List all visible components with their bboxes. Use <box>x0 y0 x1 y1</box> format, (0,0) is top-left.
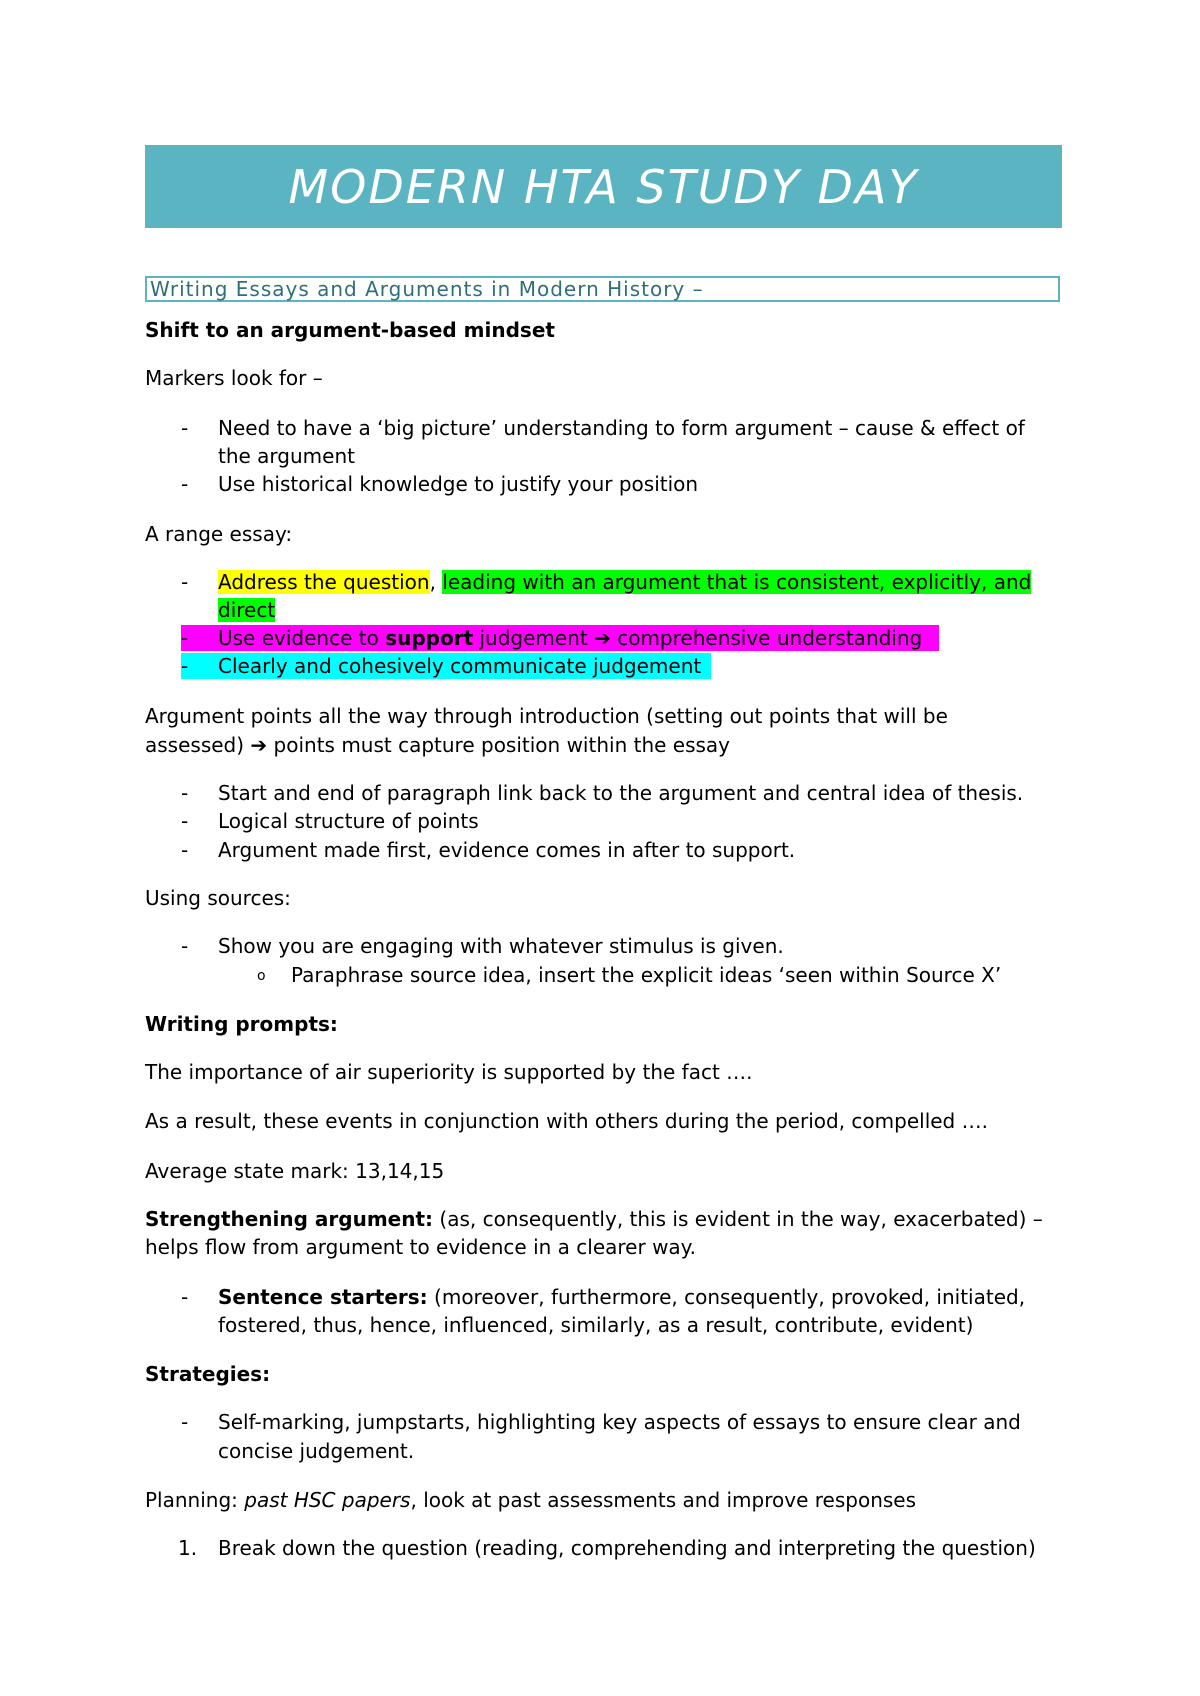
bullet-dash: - <box>181 809 189 833</box>
highlight-green: direct <box>218 598 276 622</box>
sub-list-item: Paraphrase source idea, insert the explicit ideas ‘seen within Source X’ <box>291 963 1002 987</box>
list-number: 1. <box>178 1536 198 1560</box>
bullet-dash: - <box>181 416 189 440</box>
section-heading-strategies: Strategies: <box>145 1362 271 1386</box>
strengthening-label: Strengthening argument: <box>145 1207 434 1231</box>
strengthening-text: (as, consequently, this is evident in the way, exacerbated) – <box>433 1207 1043 1231</box>
comma: , <box>429 570 436 594</box>
prompt-line-2: As a result, these events in conjunction with others during the period, compelled …. <box>145 1109 988 1133</box>
bullet-dash: - <box>181 472 189 496</box>
range-item-2-text-b: judgement <box>473 626 595 650</box>
highlight-yellow: Address the question <box>218 570 430 594</box>
range-item-2-text-c: comprehensive understanding <box>610 626 923 650</box>
argument-points-line-1: Argument points all the way through introduction (setting out points that will be <box>145 704 948 728</box>
planning-label: Planning: <box>145 1488 245 1512</box>
subtitle-heading: Writing Essays and Arguments in Modern History – <box>150 277 704 301</box>
sentence-starters-line-1 <box>218 1283 1025 1311</box>
strategies-item-line-1: Self-marking, jumpstarts, highlighting key aspects of essays to ensure clear and <box>218 1410 1021 1434</box>
list-item-continued: the argument <box>218 444 355 468</box>
sentence-starters-text: (moreover, furthermore, consequently, provoked, initiated, <box>427 1285 1026 1309</box>
title-banner <box>145 145 1062 228</box>
argument-points-text-b: points must capture position within the essay <box>267 733 731 757</box>
bullet-dash: - <box>181 934 189 958</box>
planning-italic: past HSC papers <box>244 1488 411 1512</box>
strengthening-line-1 <box>145 1205 1043 1233</box>
markers-intro: Markers look for – <box>145 366 323 390</box>
sources-intro: Using sources: <box>145 886 291 910</box>
bullet-dash: - <box>181 838 189 862</box>
range-item-1 <box>218 568 1031 596</box>
range-item-2-text-a: Use evidence to <box>218 626 386 650</box>
list-item: Use historical knowledge to justify your position <box>218 472 699 496</box>
bullet-dash: - <box>181 654 189 678</box>
range-item-1-continued <box>218 596 275 624</box>
list-item: Logical structure of points <box>218 809 479 833</box>
strategies-item-line-2: concise judgement. <box>218 1439 415 1463</box>
argument-points-text-a: assessed) <box>145 733 251 757</box>
prompt-line-1: The importance of air superiority is supported by the fact …. <box>145 1060 753 1084</box>
planning-rest: , look at past assessments and improve responses <box>410 1488 917 1512</box>
bullet-dash: - <box>181 1410 189 1434</box>
strengthening-line-2: helps flow from argument to evidence in a clearer way. <box>145 1235 697 1259</box>
sub-bullet-icon: o <box>257 968 266 984</box>
bullet-dash: - <box>181 570 189 594</box>
bullet-dash: - <box>181 626 189 650</box>
list-item: Need to have a ‘big picture’ understanding to form argument – cause & effect of <box>218 416 1025 440</box>
bullet-dash: - <box>181 781 189 805</box>
section-heading-prompts: Writing prompts: <box>145 1012 338 1036</box>
subtitle-box <box>145 276 1060 302</box>
range-intro: A range essay: <box>145 522 293 546</box>
arrow-icon: ➔ <box>250 733 268 757</box>
highlight-green: leading with an argument that is consistent, explicitly, and <box>442 570 1032 594</box>
bullet-dash: - <box>181 1285 189 1309</box>
list-item: Start and end of paragraph link back to the argument and central idea of thesis. <box>218 781 1024 805</box>
page-title: MODERN HTA STUDY DAY <box>288 159 919 214</box>
section-heading-mindset: Shift to an argument-based mindset <box>145 318 555 342</box>
sentence-starters-label: Sentence starters: <box>218 1285 428 1309</box>
sentence-starters-line-2: fostered, thus, hence, influenced, similarly, as a result, contribute, evident) <box>218 1313 974 1337</box>
list-item: Show you are engaging with whatever stimulus is given. <box>218 934 784 958</box>
average-state-mark: Average state mark: 13,14,15 <box>145 1159 445 1183</box>
range-item-3: Clearly and cohesively communicate judgement <box>218 654 702 678</box>
range-item-2-bold: support <box>385 626 474 650</box>
arrow-icon: ➔ <box>594 626 611 650</box>
argument-points-line-2 <box>145 731 730 759</box>
range-item-2 <box>218 624 922 652</box>
planning-line <box>145 1486 916 1514</box>
numbered-item-1: Break down the question (reading, comprehending and interpreting the question) <box>218 1536 1036 1560</box>
list-item: Argument made first, evidence comes in after to support. <box>218 838 796 862</box>
